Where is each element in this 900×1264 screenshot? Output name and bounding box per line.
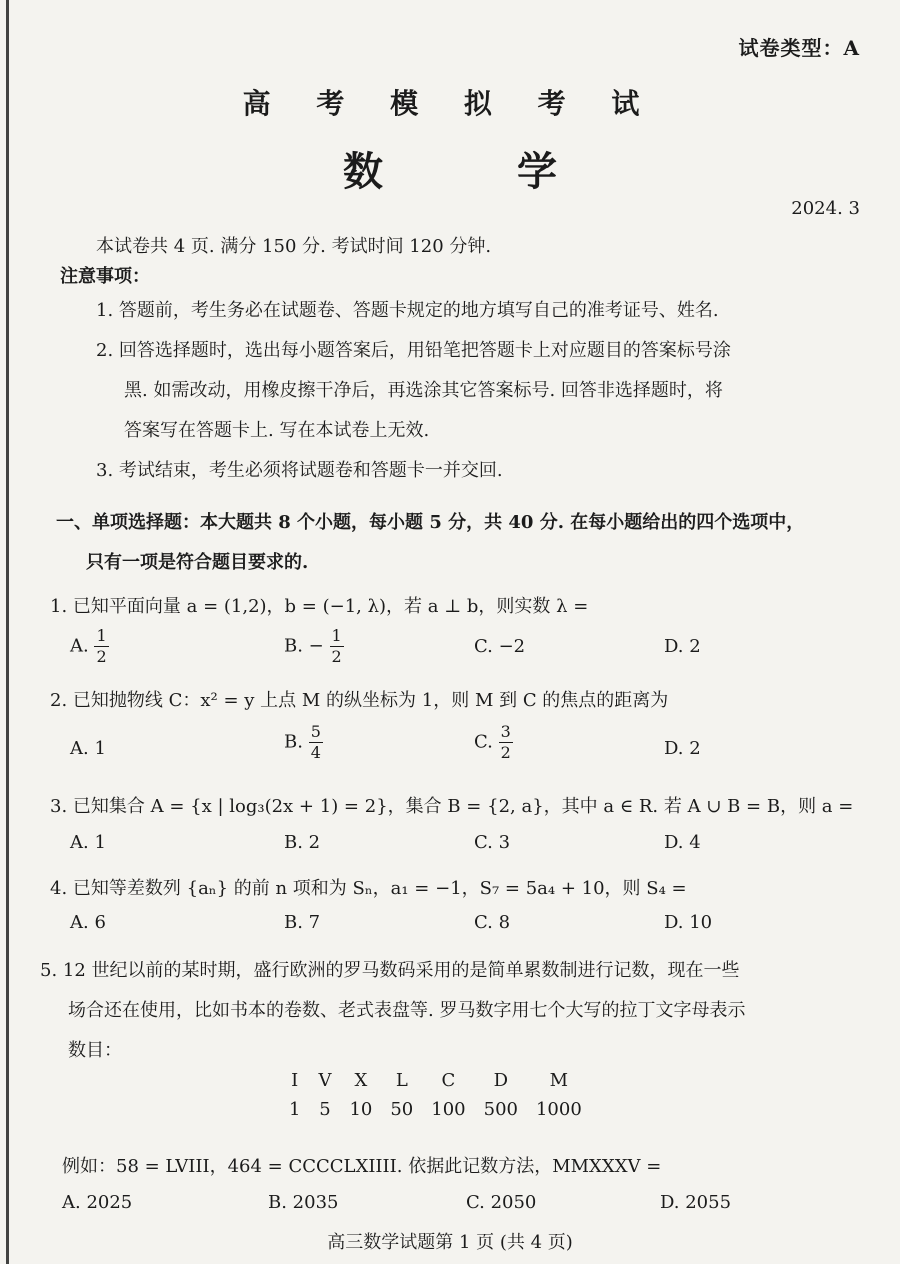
q2-option-b [284, 724, 323, 761]
q5-option-b: B. 2035 [268, 1192, 339, 1213]
option-label: B. [284, 731, 303, 753]
q3-option-c: C. 3 [474, 832, 511, 853]
q4-option-c: C. 8 [474, 912, 511, 933]
exam-date: 2024. 3 [791, 198, 860, 219]
q4-option-a: A. 6 [70, 912, 106, 933]
fraction [330, 628, 344, 665]
roman-value: 1 [289, 1099, 301, 1120]
q2-option-d: D. 2 [664, 738, 701, 759]
denominator: 2 [96, 647, 107, 666]
fraction [94, 628, 108, 665]
numerator: 3 [500, 722, 511, 741]
roman-symbol-row [280, 1066, 591, 1095]
roman-symbol: X [354, 1070, 368, 1091]
numerator: 5 [310, 722, 321, 741]
denominator: 2 [500, 743, 511, 762]
note-item: 答案写在答题卡上. 写在本试卷上无效. [124, 420, 430, 441]
question-5-cont: 场合还在使用，比如书本的卷数、老式表盘等. 罗马数字用七个大写的拉丁文字母表示 [68, 1000, 746, 1021]
q4-option-d: D. 10 [664, 912, 713, 933]
q5-option-a: A. 2025 [62, 1192, 133, 1213]
q1-option-b [284, 628, 344, 665]
roman-value: 10 [349, 1099, 373, 1120]
question-1: 1. 已知平面向量 a = (1,2)，b = (−1, λ)，若 a ⊥ b，则实数 λ = [50, 596, 589, 617]
q2-option-c [474, 724, 513, 761]
q2-option-a: A. 1 [70, 738, 106, 759]
roman-value: 100 [431, 1099, 466, 1120]
roman-symbol: I [291, 1070, 299, 1091]
numerator: 1 [96, 626, 107, 645]
page-footer: 高三数学试题第 1 页 (共 4 页) [327, 1232, 573, 1253]
denominator: 4 [310, 743, 321, 762]
q3-option-b: B. 2 [284, 832, 321, 853]
roman-symbol: M [549, 1070, 569, 1091]
q1-option-a [70, 628, 109, 665]
option-label: A. [70, 635, 89, 657]
q1-option-c: C. −2 [474, 636, 526, 657]
q5-option-d: D. 2055 [660, 1192, 732, 1213]
intro-text: 本试卷共 4 页. 满分 150 分. 考试时间 120 分钟. [96, 236, 492, 257]
question-2: 2. 已知抛物线 C：x² = y 上点 M 的纵坐标为 1，则 M 到 C 的焦点的距离为 [50, 690, 669, 711]
note-item: 3. 考试结束，考生必须将试题卷和答题卡一并交回. [96, 460, 503, 481]
question-5: 5. 12 世纪以前的某时期，盛行欧洲的罗马数码采用的是简单累数制进行记数，现在一些 [40, 960, 740, 981]
note-item: 1. 答题前，考生务必在试题卷、答题卡规定的地方填写自己的准考证号、姓名. [96, 300, 719, 321]
roman-symbol: L [395, 1070, 408, 1091]
roman-value: 1000 [535, 1099, 582, 1120]
roman-value: 500 [483, 1099, 518, 1120]
question-3: 3. 已知集合 A = {x | log₃(2x + 1) = 2}，集合 B = {2, a}，其中 a ∈ R. 若 A ∪ B = B，则 a = [50, 796, 854, 817]
q1-option-d: D. 2 [664, 636, 701, 657]
numerator: 1 [331, 626, 342, 645]
note-item: 2. 回答选择题时，选出每小题答案后，用铅笔把答题卡上对应题目的答案标号涂 [96, 340, 731, 361]
option-label: C. [474, 731, 493, 753]
q3-option-d: D. 4 [664, 832, 701, 853]
fraction [499, 724, 513, 761]
section-heading-cont: 只有一项是符合题目要求的. [86, 552, 309, 573]
question-4: 4. 已知等差数列 {aₙ} 的前 n 项和为 Sₙ，a₁ = −1，S₇ = 5a₄ + 10，则 S₄ = [50, 878, 687, 899]
roman-symbol: D [493, 1070, 509, 1091]
denominator: 2 [331, 647, 342, 666]
note-item: 黑. 如需改动，用橡皮擦干净后，再选涂其它答案标号. 回答非选择题时，将 [124, 380, 723, 401]
option-label: B. − [284, 635, 324, 657]
q3-option-a: A. 1 [70, 832, 106, 853]
roman-symbol: C [441, 1070, 456, 1091]
exam-title: 高 考 模 拟 考 试 [242, 87, 658, 120]
question-5-cont: 数目： [68, 1040, 122, 1061]
notes-heading: 注意事项： [60, 266, 150, 287]
section-heading: 一、单项选择题：本大题共 8 个小题，每小题 5 分，共 40 分. 在每小题给出的四个选项中， [56, 512, 805, 533]
q5-option-c: C. 2050 [466, 1192, 537, 1213]
roman-numeral-table [280, 1066, 591, 1124]
paper-type: 试卷类型：A [738, 36, 860, 60]
roman-value: 5 [319, 1099, 331, 1120]
fraction [309, 724, 323, 761]
subject-title: 数 学 [343, 148, 617, 195]
roman-value-row [280, 1095, 591, 1124]
roman-value: 50 [390, 1099, 414, 1120]
q4-option-b: B. 7 [284, 912, 321, 933]
roman-symbol: V [318, 1070, 332, 1091]
question-5-example: 例如：58 = LVIII，464 = CCCCLXIIII. 依据此记数方法，MMXXXV = [62, 1156, 662, 1177]
